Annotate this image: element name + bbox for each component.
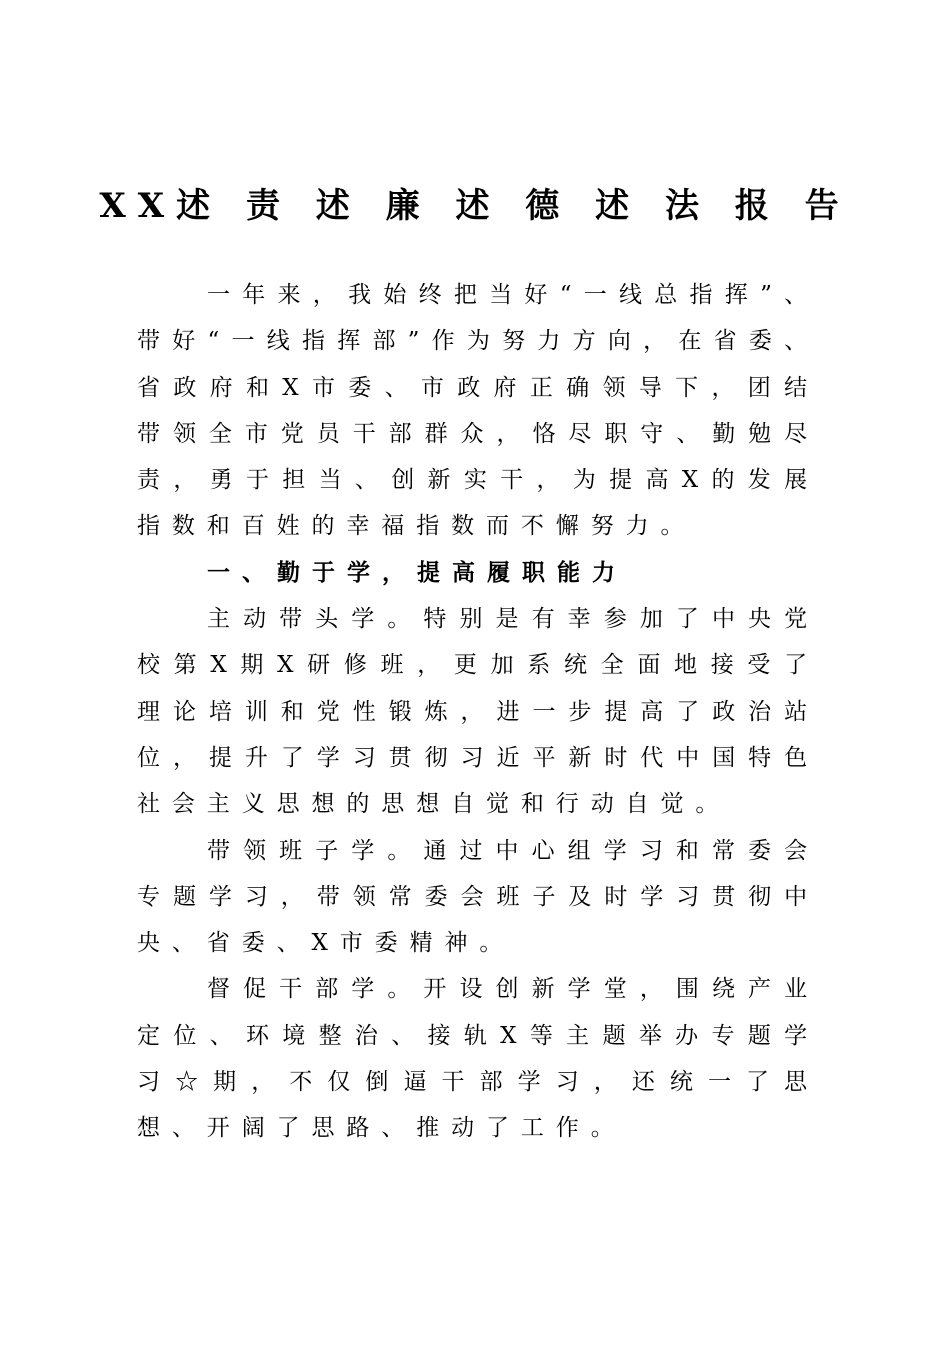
document-body [137, 272, 819, 1152]
body-paragraph: 带领班子学。通过中心组学习和常委会专题学习，带领常委会班子及时学习贯彻中央、省委、X市委精神。 [137, 837, 819, 957]
body-paragraph: 主动带头学。特别是有幸参加了中央党校第X期X研修班，更加系统全面地接受了理论培训和党性锻炼，进一步提高了政治站位，提升了学习贯彻习近平新时代中国特色社会主义思想的思想自觉和行动自觉。 [137, 606, 819, 818]
body-paragraph: 督促干部学。开设创新学堂，围绕产业定位、环境整治、接轨X等主题举办专题学习☆期，不仅倒逼干部学习，还统一了思想、开阔了思路、推动了工作。 [137, 976, 819, 1142]
intro-paragraph: 一年来，我始终把当好“一线总指挥”、带好“一线指挥部”作为努力方向，在省委、省政府和X市委、市政府正确领导下，团结带领全市党员干部群众，恪尽职守、勤勉尽责，勇于担当、创新实干，为提高X的发展指数和百姓的幸福指数而不懈努力。 [137, 282, 819, 540]
section-heading: 一、勤于学，提高履职能力 [207, 559, 627, 586]
document-title: XX述 责 述 廉 述 德 述 法 报 告 [99, 186, 851, 226]
